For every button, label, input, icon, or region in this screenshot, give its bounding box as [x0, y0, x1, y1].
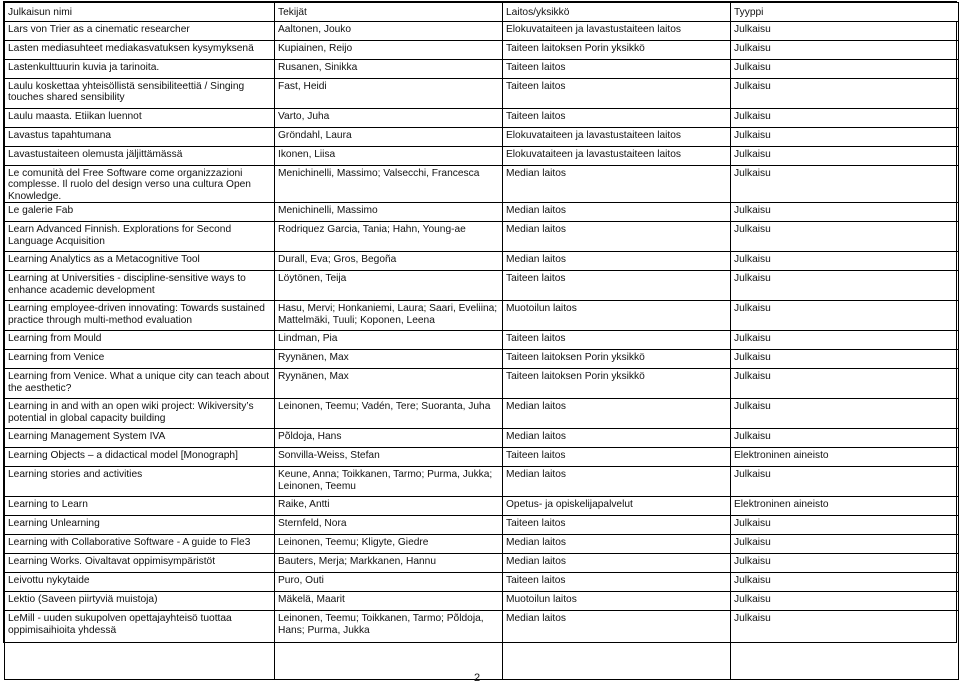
cell-type: Elektroninen aineisto: [731, 497, 959, 516]
cell-type: Julkaisu: [731, 22, 959, 41]
cell-title: Learning stories and activities: [5, 467, 275, 497]
table-row: [5, 166, 959, 203]
cell-authors: Sonvilla-Weiss, Stefan: [275, 448, 503, 467]
cell-type: Julkaisu: [731, 109, 959, 128]
cell-authors: Kupiainen, Reijo: [275, 41, 503, 60]
cell-authors: Lindman, Pia: [275, 331, 503, 350]
cell-authors: Põldoja, Hans: [275, 429, 503, 448]
cell-title: Leivottu nykytaide: [5, 573, 275, 592]
cell-type: Julkaisu: [731, 203, 959, 222]
cell-type: Julkaisu: [731, 535, 959, 554]
cell-type: Elektroninen aineisto: [731, 448, 959, 467]
cell-authors: Leinonen, Teemu; Vadén, Tere; Suoranta, Juha: [275, 399, 503, 429]
cell-type: Julkaisu: [731, 467, 959, 497]
table-row: [5, 448, 959, 467]
table-row: [5, 271, 959, 301]
cell-type: Julkaisu: [731, 41, 959, 60]
cell-title: Lars von Trier as a cinematic researcher: [5, 22, 275, 41]
cell-type: Julkaisu: [731, 147, 959, 166]
cell-unit: Taiteen laitos: [503, 79, 731, 109]
header-type: Tyyppi: [731, 3, 959, 22]
cell-title: Lastenkulttuurin kuvia ja tarinoita.: [5, 60, 275, 79]
table-header-row: [5, 3, 959, 22]
cell-type: Julkaisu: [731, 369, 959, 399]
table-row: [5, 497, 959, 516]
table-row: [5, 429, 959, 448]
table-row: [5, 331, 959, 350]
cell-title: Learning employee-driven innovating: Towards sustained practice through multi-method evaluation: [5, 301, 275, 331]
cell-authors: Gröndahl, Laura: [275, 128, 503, 147]
cell-unit: Median laitos: [503, 611, 731, 680]
cell-title: Learning from Venice: [5, 350, 275, 369]
cell-authors: Menichinelli, Massimo: [275, 203, 503, 222]
cell-title: Le comunità del Free Software come organizzazioni complesse. Il ruolo del design verso una cultura Open Knowledge.: [5, 166, 275, 203]
table-row: [5, 60, 959, 79]
cell-type: Julkaisu: [731, 166, 959, 203]
cell-type: Julkaisu: [731, 60, 959, 79]
cell-authors: Bauters, Merja; Markkanen, Hannu: [275, 554, 503, 573]
cell-type: Julkaisu: [731, 350, 959, 369]
cell-title: Lektio (Saveen piirtyviä muistoja): [5, 592, 275, 611]
cell-authors: Fast, Heidi: [275, 79, 503, 109]
table-row: [5, 399, 959, 429]
cell-unit: Elokuvataiteen ja lavastustaiteen laitos: [503, 147, 731, 166]
cell-title: LeMill - uuden sukupolven opettajayhteisö tuottaa oppimisaihioita yhdessä: [5, 611, 275, 680]
cell-title: Learning Objects – a didactical model [Monograph]: [5, 448, 275, 467]
cell-authors: Keune, Anna; Toikkanen, Tarmo; Purma, Jukka; Leinonen, Teemu: [275, 467, 503, 497]
cell-authors: Durall, Eva; Gros, Begoña: [275, 252, 503, 271]
cell-unit: Median laitos: [503, 535, 731, 554]
table-row: [5, 79, 959, 109]
header-authors: Tekijät: [275, 3, 503, 22]
cell-unit: Opetus- ja opiskelijapalvelut: [503, 497, 731, 516]
cell-type: Julkaisu: [731, 271, 959, 301]
table-row: [5, 467, 959, 497]
cell-authors: Rusanen, Sinikka: [275, 60, 503, 79]
cell-unit: Taiteen laitos: [503, 271, 731, 301]
cell-authors: Mäkelä, Maarit: [275, 592, 503, 611]
cell-title: Lavastustaiteen olemusta jäljittämässä: [5, 147, 275, 166]
cell-title: Laulu koskettaa yhteisöllistä sensibiliteettiä / Singing touches shared sensibility: [5, 79, 275, 109]
cell-type: Julkaisu: [731, 128, 959, 147]
cell-title: Lavastus tapahtumana: [5, 128, 275, 147]
table-row: [5, 535, 959, 554]
table-row: [5, 350, 959, 369]
table-row: [5, 222, 959, 252]
table-row: [5, 128, 959, 147]
publication-sheet: [3, 1, 957, 643]
cell-unit: Median laitos: [503, 554, 731, 573]
table-row: [5, 369, 959, 399]
cell-title: Learning in and with an open wiki project: Wikiversity’s potential in global capacity building: [5, 399, 275, 429]
table-row: [5, 41, 959, 60]
cell-unit: Median laitos: [503, 467, 731, 497]
cell-unit: Median laitos: [503, 166, 731, 203]
cell-unit: Elokuvataiteen ja lavastustaiteen laitos: [503, 128, 731, 147]
cell-type: Julkaisu: [731, 429, 959, 448]
cell-unit: Taiteen laitos: [503, 109, 731, 128]
cell-authors: Sternfeld, Nora: [275, 516, 503, 535]
cell-unit: Taiteen laitos: [503, 331, 731, 350]
cell-type: Julkaisu: [731, 554, 959, 573]
cell-authors: Hasu, Mervi; Honkaniemi, Laura; Saari, Eveliina; Mattelmäki, Tuuli; Koponen, Leena: [275, 301, 503, 331]
cell-type: Julkaisu: [731, 516, 959, 535]
cell-authors: Menichinelli, Massimo; Valsecchi, Francesca: [275, 166, 503, 203]
cell-title: Lasten mediasuhteet mediakasvatuksen kysymyksenä: [5, 41, 275, 60]
cell-title: Learning Management System IVA: [5, 429, 275, 448]
table-row: [5, 22, 959, 41]
cell-type: Julkaisu: [731, 331, 959, 350]
cell-title: Learning Analytics as a Metacognitive Tool: [5, 252, 275, 271]
cell-authors: Aaltonen, Jouko: [275, 22, 503, 41]
cell-title: Laulu maasta. Etiikan luennot: [5, 109, 275, 128]
header-title: Julkaisun nimi: [5, 3, 275, 22]
cell-type: Julkaisu: [731, 611, 959, 680]
cell-unit: Taiteen laitos: [503, 573, 731, 592]
table-row: [5, 301, 959, 331]
cell-title: Learning Unlearning: [5, 516, 275, 535]
table-row: [5, 516, 959, 535]
cell-unit: Elokuvataiteen ja lavastustaiteen laitos: [503, 22, 731, 41]
cell-type: Julkaisu: [731, 79, 959, 109]
cell-authors: Löytönen, Teija: [275, 271, 503, 301]
cell-authors: Ryynänen, Max: [275, 369, 503, 399]
cell-unit: Taiteen laitos: [503, 448, 731, 467]
cell-unit: Taiteen laitos: [503, 516, 731, 535]
header-unit: Laitos/yksikkö: [503, 3, 731, 22]
cell-type: Julkaisu: [731, 222, 959, 252]
cell-title: Le galerie Fab: [5, 203, 275, 222]
publications-table: [4, 2, 959, 680]
cell-authors: Puro, Outi: [275, 573, 503, 592]
table-row: [5, 203, 959, 222]
table-row: [5, 554, 959, 573]
table-row: [5, 252, 959, 271]
cell-authors: Rodriquez Garcia, Tania; Hahn, Young-ae: [275, 222, 503, 252]
cell-title: Learning with Collaborative Software - A guide to Fle3: [5, 535, 275, 554]
cell-authors: Varto, Juha: [275, 109, 503, 128]
cell-type: Julkaisu: [731, 399, 959, 429]
cell-unit: Taiteen laitoksen Porin yksikkö: [503, 350, 731, 369]
cell-authors: Leinonen, Teemu; Toikkanen, Tarmo; Põldoja, Hans; Purma, Jukka: [275, 611, 503, 680]
cell-unit: Median laitos: [503, 252, 731, 271]
cell-title: Learn Advanced Finnish. Explorations for Second Language Acquisition: [5, 222, 275, 252]
cell-type: Julkaisu: [731, 573, 959, 592]
page-number: 2: [474, 672, 481, 684]
cell-title: Learning from Mould: [5, 331, 275, 350]
cell-unit: Muotoilun laitos: [503, 301, 731, 331]
cell-authors: Leinonen, Teemu; Kligyte, Giedre: [275, 535, 503, 554]
cell-authors: Raike, Antti: [275, 497, 503, 516]
cell-unit: Taiteen laitoksen Porin yksikkö: [503, 41, 731, 60]
table-row: [5, 573, 959, 592]
cell-title: Learning at Universities - discipline-sensitive ways to enhance academic development: [5, 271, 275, 301]
cell-unit: Taiteen laitos: [503, 60, 731, 79]
cell-authors: Ikonen, Liisa: [275, 147, 503, 166]
cell-title: Learning Works. Oivaltavat oppimisympäristöt: [5, 554, 275, 573]
cell-unit: Median laitos: [503, 222, 731, 252]
cell-title: Learning to Learn: [5, 497, 275, 516]
table-row: [5, 592, 959, 611]
table-row: [5, 611, 959, 680]
cell-unit: Taiteen laitoksen Porin yksikkö: [503, 369, 731, 399]
cell-type: Julkaisu: [731, 252, 959, 271]
cell-type: Julkaisu: [731, 301, 959, 331]
cell-title: Learning from Venice. What a unique city can teach about the aesthetic?: [5, 369, 275, 399]
cell-authors: Ryynänen, Max: [275, 350, 503, 369]
cell-unit: Muotoilun laitos: [503, 592, 731, 611]
cell-unit: Median laitos: [503, 429, 731, 448]
cell-unit: Median laitos: [503, 203, 731, 222]
table-row: [5, 147, 959, 166]
cell-type: Julkaisu: [731, 592, 959, 611]
cell-unit: Median laitos: [503, 399, 731, 429]
table-row: [5, 109, 959, 128]
